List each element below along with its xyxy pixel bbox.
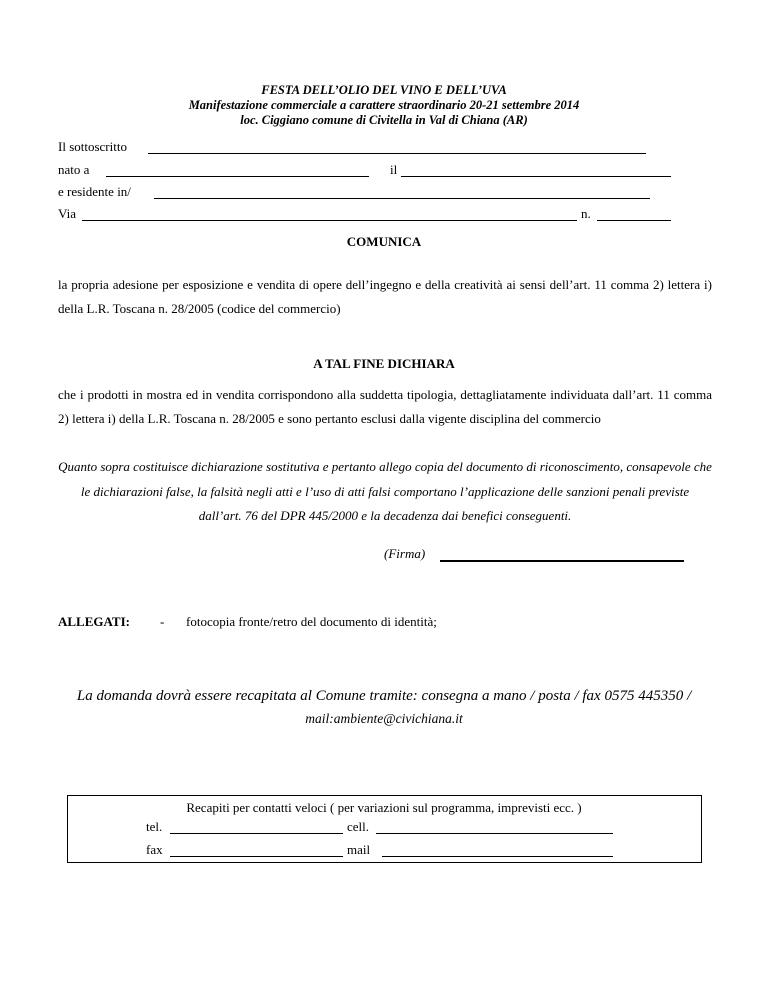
comunica-text: la propria adesione per esposizione e vendita di opere dell’ingegno e della creatività ai sensi dell’art. 11 comma 2) lettera i) della L.R. Toscana n. 28/2005 (codice del commercio): [58, 277, 712, 316]
via-label: Via: [58, 206, 76, 221]
comunica-heading: COMUNICA: [346, 234, 422, 249]
contacts-title: Recapiti per contatti veloci ( per variazioni sul programma, imprevisti ecc. ): [186, 800, 582, 815]
nato-label: nato a: [58, 162, 90, 177]
allegati-label: ALLEGATI:: [58, 614, 130, 629]
tel-field[interactable]: [170, 833, 343, 834]
cell-label: cell.: [347, 819, 370, 834]
via-field[interactable]: [82, 220, 577, 221]
allegati-item: fotocopia fronte/retro del documento di identità;: [186, 614, 437, 629]
numero-field[interactable]: [597, 220, 671, 221]
document-title: FESTA DELL’OLIO DEL VINO E DELL’UVA: [261, 83, 507, 97]
cell-field[interactable]: [376, 833, 613, 834]
dichiara-text: che i prodotti in mostra ed in vendita corrispondono alla suddetta tipologia, dettagliatamente individuata dall’art. 11 comma 2) lettera i) della L.R. Toscana n. 28/2005 e sono pertanto esclusi dalla vigente disciplina del commercio: [58, 387, 712, 426]
signature-label: (Firma): [384, 546, 426, 561]
allegati-dash: -: [160, 614, 165, 629]
delivery-line-1: La domanda dovrà essere recapitata al Comune tramite: consegna a mano / posta / fax 0575 445350 /: [76, 688, 692, 704]
tel-label: tel.: [146, 819, 163, 834]
document-subtitle: Manifestazione commerciale a carattere straordinario 20-21 settembre 2014: [188, 98, 580, 112]
fax-field[interactable]: [170, 856, 343, 857]
delivery-line-2: mail:ambiente@civichiana.it: [305, 711, 463, 726]
residente-label: e residente in/: [58, 184, 131, 199]
il-label: il: [390, 162, 398, 177]
residente-field[interactable]: [154, 198, 650, 199]
dichiara-heading: A TAL FINE DICHIARA: [313, 356, 455, 371]
declaration-text: Quanto sopra costituisce dichiarazione sostitutiva e pertanto allego copia del documento di riconoscimento, consapevole che le dichiarazioni false, la falsità negli atti e l’uso di atti falsi comportano l’applicazione delle sanzioni penali previste dall’art. 76 del DPR 445/2000 e la decadenza dai benefici conseguenti.: [58, 459, 712, 523]
sottoscritto-label: Il sottoscritto: [58, 139, 127, 154]
mail-label: mail: [347, 842, 371, 857]
numero-label: n.: [581, 206, 591, 221]
nato-field[interactable]: [106, 176, 369, 177]
fax-label: fax: [146, 842, 163, 857]
mail-field[interactable]: [382, 856, 613, 857]
data-nascita-field[interactable]: [401, 176, 671, 177]
signature-field[interactable]: [440, 560, 684, 562]
sottoscritto-field[interactable]: [148, 153, 646, 154]
document-location: loc. Ciggiano comune di Civitella in Val di Chiana (AR): [240, 113, 528, 127]
